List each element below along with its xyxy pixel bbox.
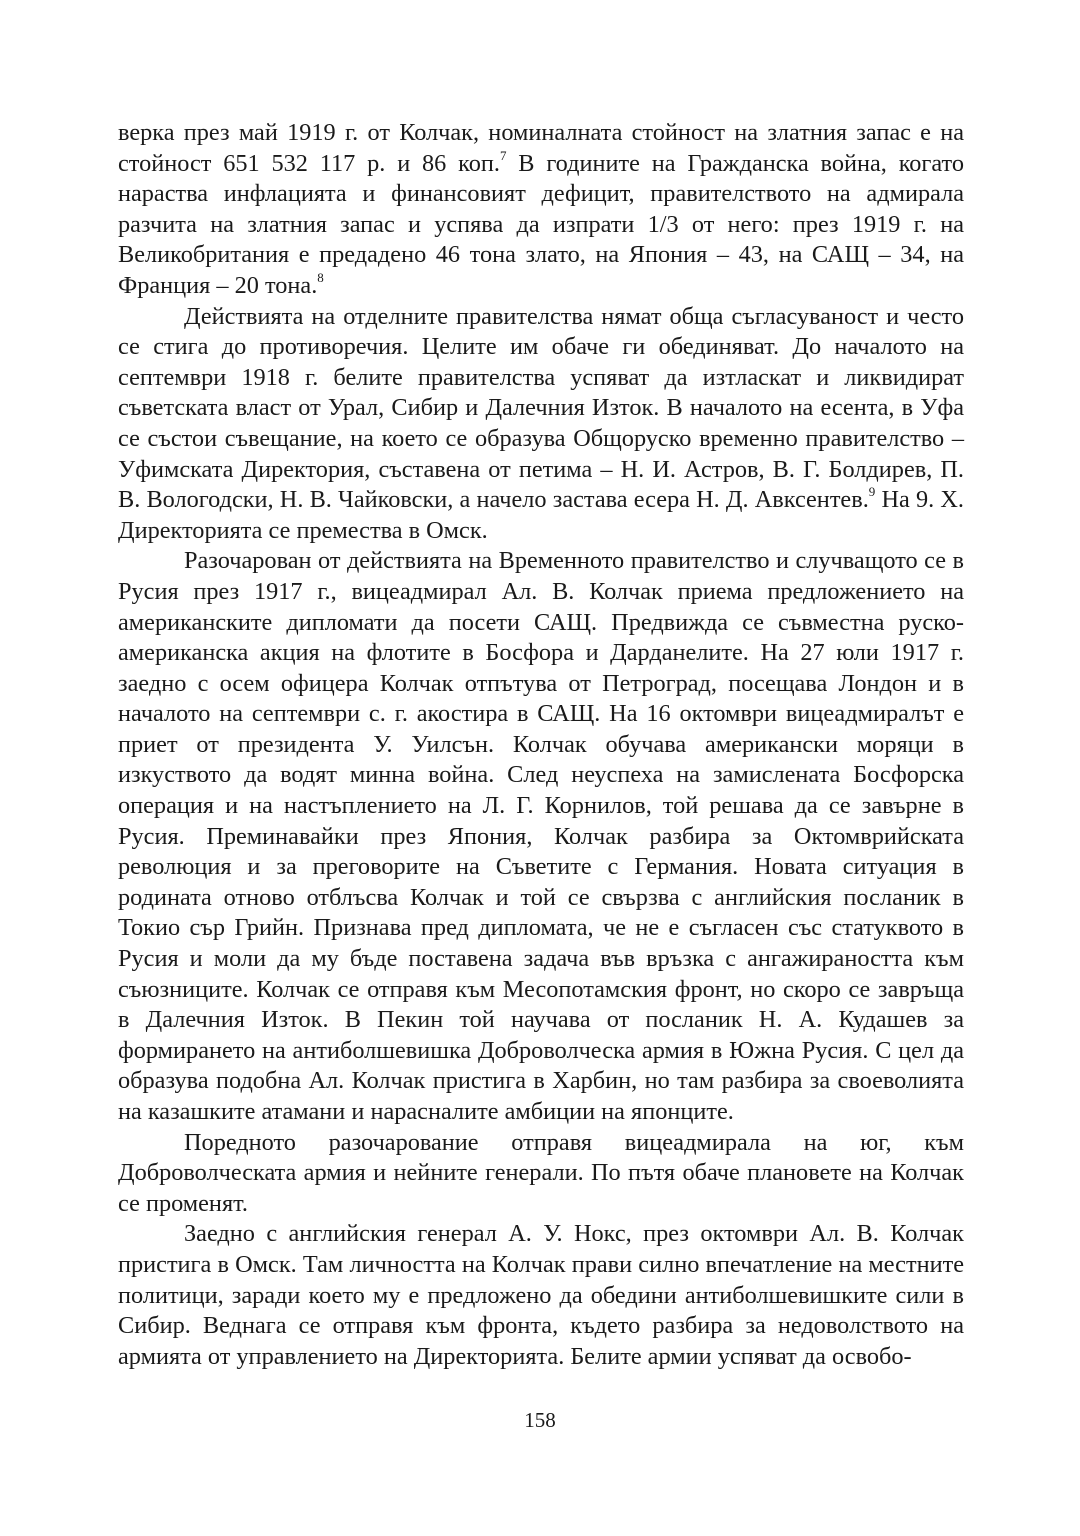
paragraph-5 xyxy=(118,1219,964,1372)
paragraph-3-text: Разочарован от действията на Временното правителство и случващото се в Русия през 1917 г., вицеадмирал Ал. В. Колчак приема предложението на американските дипломати да посети САЩ. Предвижда се съвместна руско-американска акция на флотите в Босфора и Дарданелите. На 27 юли 1917 г. заедно с осем офицера Колчак отпътува от Петроград, посещава Лондон и в началото на септември с. г. акостира в САЩ. На 16 октомври вицеадмиралът е приет от президента У. Уилсън. Колчак обучава американски моряци в изкуството да водят минна война. След неуспеха на замислената Босфорска операция и на настъплението на Л. Г. Корнилов, той решава да се завърне в Русия. Преминавайки през Япония, Колчак разбира за Октомврийската революция и за преговорите на Съветите с Германия. Новата ситуация в родината отново отблъсва Колчак и той се свързва с английския посланик в Токио сър Грийн. Признава пред дипломата, че не е съгласен със статуквото в Русия и моли да му бъде поставена задача във връзка с ангажираността към съюзниците. Колчак се отправя към Месопотамския фронт, но скоро се завръща в Далечния Изток. В Пекин той научава от посланик Н. А. Кудашев за формирането на антиболшевишка Доброволческа армия в Южна Русия. С цел да образува подобна Ал. Колчак пристига в Харбин, но там разбира за своеволията на казашките атамани и нарасналите амбиции на японците. xyxy=(118,547,964,1125)
paragraph-1 xyxy=(118,118,964,302)
paragraph-4-text: Поредното разочарование отправя вицеадмирала на юг, към Доброволческата армия и нейните генерали. По пътя обаче плановете на Колчак се променят. xyxy=(118,1128,964,1217)
page-body xyxy=(118,118,964,1372)
paragraph-5-text: Заедно с английския генерал А. У. Нокс, през октомври Ал. В. Колчак пристига в Омск. Там личността на Колчак прави силно впечатление на местните политици, заради което му е предложено да обедини антиболшевишките сили в Сибир. Веднага се отправя към фронта, където разбира за недоволството на армията от управлението на Директорията. Белите армии успяват да освобо- xyxy=(118,1220,964,1370)
paragraph-1-text-1: верка през май 1919 г. от Колчак, номиналната стойност на златния запас е на стойност 651 532 117 р. и 86 коп. xyxy=(118,119,964,177)
paragraph-2-text-1: Действията на отделните правителства нямат обща съгласуваност и често се стига до противоречия. Целите им обаче ги обединяват. До началото на септември 1918 г. белите правителства успяват да изтласкат и ликвидират съветската власт от Урал, Сибир и Далечния Изток. В началото на есента, в Уфа се състои съвещание, на което се образува Общоруско временно правителство – Уфимската Директория, съставена от петима – Н. И. Астров, В. Г. Болдирев, П. В. Вологодски, Н. В. Чайковски, а начело застава есера Н. Д. Авксентев. xyxy=(118,302,964,514)
paragraph-2-text-2: На 9. X. Директорията се премества в Омск. xyxy=(118,486,964,544)
page-number: 158 xyxy=(524,1408,556,1432)
paragraph-2 xyxy=(118,302,964,547)
footnote-ref-8: 8 xyxy=(317,269,324,285)
paragraph-1-text-2: В годините на Гражданска война, когато нараства инфлацията и финансовият дефицит, правителството на адмирала разчита на златния запас и успява да изпрати 1/3 от него: през 1919 г. на Великобритания е предадено 46 тона злато, на Япония – 43, на САЩ – 34, на Франция – 20 тона. xyxy=(118,149,964,299)
footnote-ref-9: 9 xyxy=(868,484,876,500)
paragraph-4 xyxy=(118,1128,964,1220)
paragraph-3 xyxy=(118,546,964,1127)
footnote-ref-7: 7 xyxy=(499,147,507,163)
